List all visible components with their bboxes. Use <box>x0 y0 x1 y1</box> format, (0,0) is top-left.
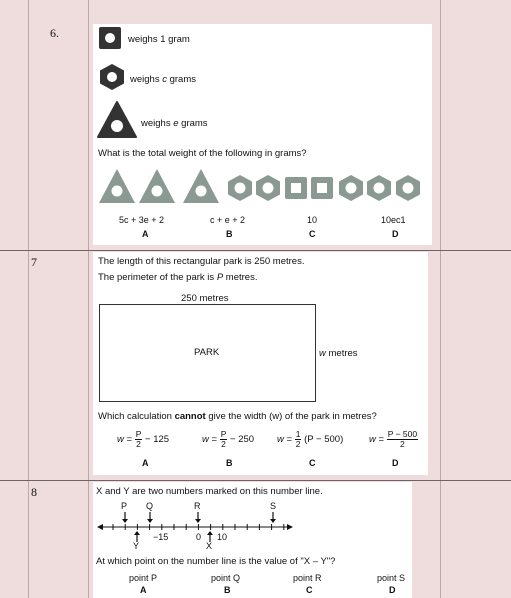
option-a-letter[interactable]: A <box>142 229 149 239</box>
question-6-panel <box>93 24 432 245</box>
option-a-letter[interactable]: A <box>142 458 149 468</box>
square-nut-icon <box>311 177 333 199</box>
option-b-answer[interactable]: point Q <box>211 573 241 583</box>
question-7-panel <box>93 252 428 475</box>
triangle-nut-icon <box>183 169 219 203</box>
triangle-nut-icon <box>99 169 135 203</box>
hexagon-nut-icon <box>99 64 125 90</box>
option-b-formula[interactable]: w = $\frac{P}{2}$ − 250 <box>202 429 255 449</box>
legend-text: weighs c grams <box>130 74 197 85</box>
point-p-label: P <box>121 501 128 511</box>
question-text: The length of this rectangular park is 250 metres. <box>98 256 305 267</box>
park-rectangle <box>99 304 316 402</box>
option-d-letter[interactable]: D <box>392 458 399 468</box>
option-d-letter[interactable]: D <box>389 585 396 595</box>
tick-label: −15 <box>153 532 169 542</box>
column-divider <box>28 0 29 598</box>
legend-text: weighs 1 gram <box>128 34 190 45</box>
option-d-answer[interactable]: 10ec1 <box>381 215 406 225</box>
point-y-label: Y <box>133 541 140 551</box>
option-b-letter[interactable]: B <box>224 585 231 595</box>
option-a-formula[interactable]: w = $\frac{P}{2}$ − 125 <box>117 429 170 449</box>
hexagon-nut-icon <box>227 175 253 201</box>
tick-label: 0 <box>196 532 202 542</box>
option-b-letter[interactable]: B <box>226 458 233 468</box>
park-width-label: w metres <box>319 348 358 359</box>
hexagon-nut-icon <box>395 175 421 201</box>
column-divider <box>88 0 89 598</box>
row-divider <box>0 250 511 251</box>
question-number: 8 <box>31 485 37 499</box>
option-c-letter[interactable]: C <box>309 229 316 239</box>
triangle-nut-icon <box>98 102 136 137</box>
option-c-letter[interactable]: C <box>306 585 313 595</box>
hexagon-nut-icon <box>255 175 281 201</box>
legend-text: weighs e grams <box>141 118 208 129</box>
option-d-formula[interactable]: w = $\frac{P - 500}{2}$ <box>369 429 418 449</box>
point-q-label: Q <box>146 501 154 511</box>
option-c-letter[interactable]: C <box>309 458 316 468</box>
point-x-label: X <box>206 541 213 551</box>
column-divider <box>440 0 441 598</box>
number-line <box>93 482 412 552</box>
option-d-letter[interactable]: D <box>392 229 399 239</box>
option-b-answer[interactable]: c + e + 2 <box>210 215 246 225</box>
option-a-letter[interactable]: A <box>140 585 147 595</box>
question-text: At which point on the number line is the value of "X – Y"? <box>96 556 336 567</box>
question-text: The perimeter of the park is P metres. <box>98 272 258 283</box>
park-label: PARK <box>194 347 220 358</box>
triangle-nut-icon <box>139 169 175 203</box>
option-c-answer[interactable]: point R <box>293 573 322 583</box>
option-a-answer[interactable]: point P <box>129 573 158 583</box>
square-nut-icon <box>99 27 121 49</box>
tick-label: 10 <box>217 532 228 542</box>
point-r-label: R <box>194 501 201 511</box>
park-length-label: 250 metres <box>181 293 229 304</box>
square-nut-icon <box>285 177 307 199</box>
option-d-answer[interactable]: point S <box>377 573 406 583</box>
hexagon-nut-icon <box>338 175 364 201</box>
question-text: What is the total weight of the following in grams? <box>98 148 307 159</box>
question-number: 7 <box>31 255 37 269</box>
question-text: X and Y are two numbers marked on this number line. <box>96 486 323 497</box>
row-divider <box>0 480 511 481</box>
question-8-panel <box>93 482 412 598</box>
point-s-label: S <box>270 501 277 511</box>
hexagon-nut-icon <box>366 175 392 201</box>
question-number: 6. <box>50 26 59 40</box>
option-b-letter[interactable]: B <box>226 229 233 239</box>
option-a-answer[interactable]: 5c + 3e + 2 <box>119 215 165 225</box>
option-c-formula[interactable]: w = $\frac{1}{2}$ (P − 500) <box>277 429 344 449</box>
option-c-answer[interactable]: 10 <box>307 215 318 225</box>
question-text: Which calculation cannot give the width (w) of the park in metres? <box>98 411 377 422</box>
